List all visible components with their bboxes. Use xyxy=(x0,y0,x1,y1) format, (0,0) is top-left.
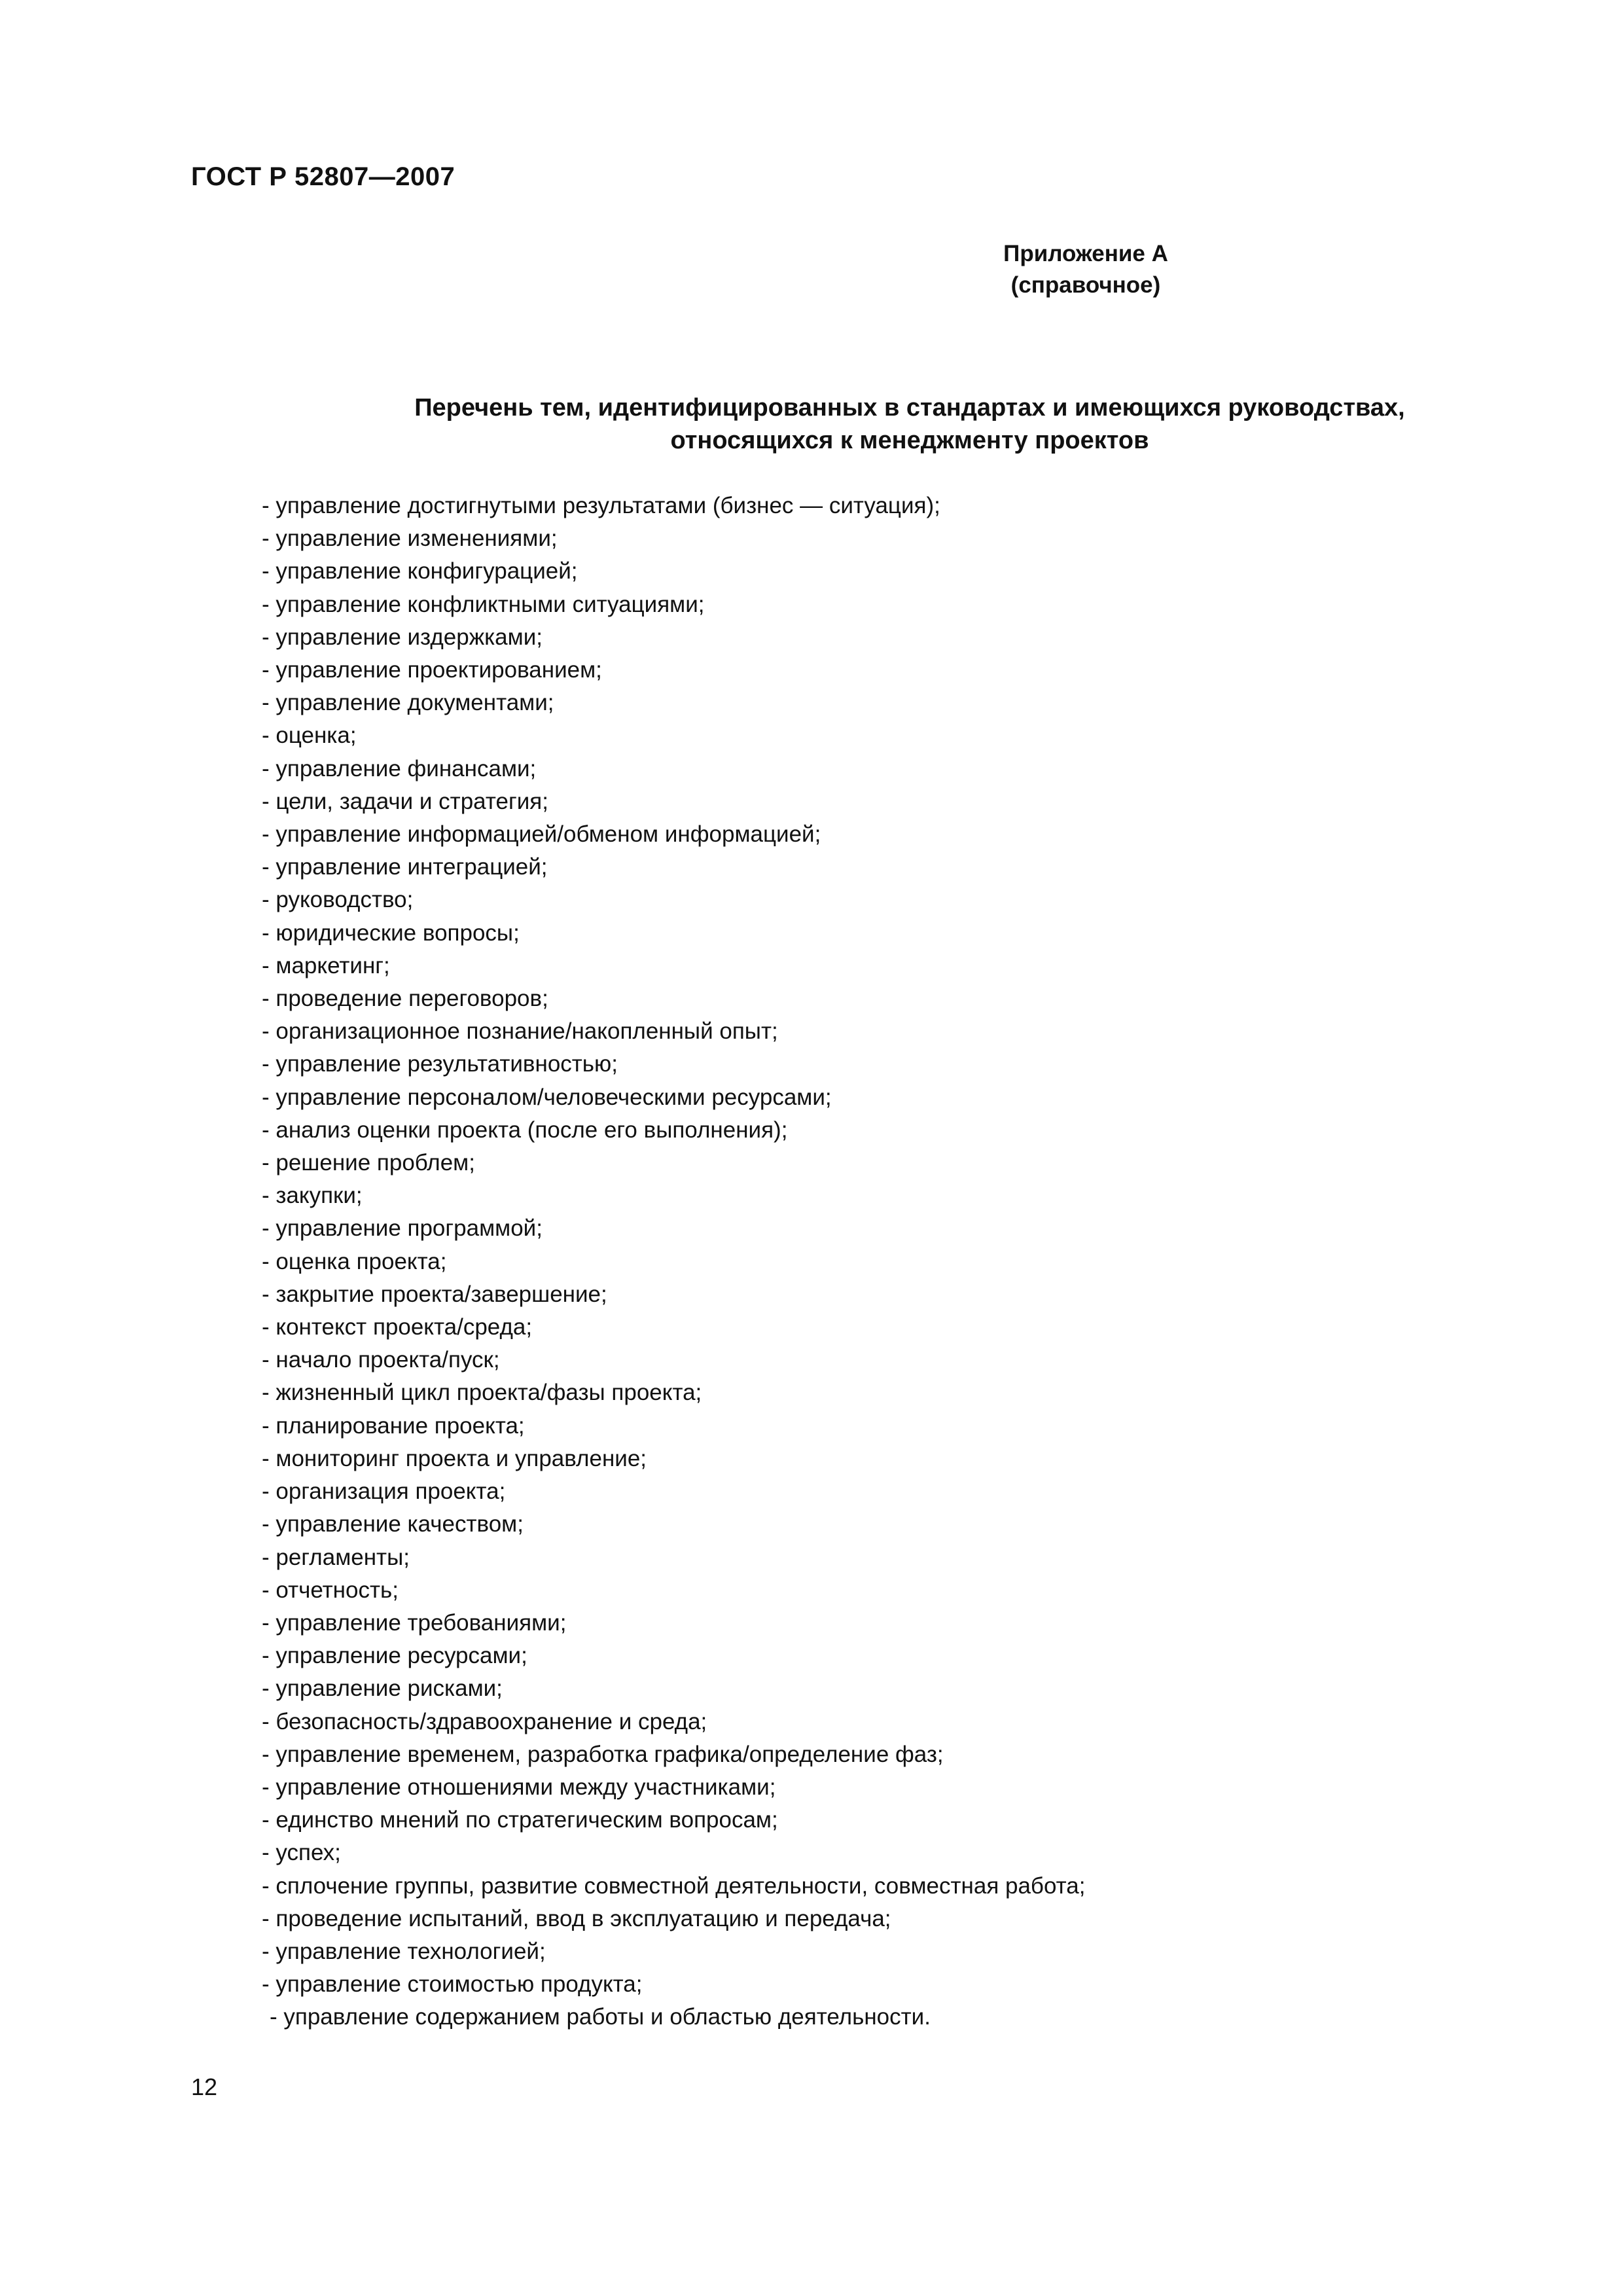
topic-list xyxy=(262,490,1086,2034)
list-item: - управление ресурсами; xyxy=(262,1643,527,1669)
list-item: - закупки; xyxy=(262,1183,363,1209)
list-item: - управление издержками; xyxy=(262,624,543,650)
list-item: - управление документами; xyxy=(262,690,554,716)
list-item: - руководство; xyxy=(262,887,414,913)
list-item: - мониторинг проекта и управление; xyxy=(262,1445,647,1471)
list-item: - управление временем, разработка графика/определение фаз; xyxy=(262,1741,944,1767)
list-item: - управление рисками; xyxy=(262,1676,503,1702)
document-code: ГОСТ Р 52807—2007 xyxy=(191,162,455,191)
page-title xyxy=(196,391,1623,457)
appendix-heading xyxy=(0,238,1623,301)
list-item: - управление персоналом/человеческими ресурсами; xyxy=(262,1084,832,1110)
list-item: - успех; xyxy=(262,1840,341,1866)
list-item: - управление программой; xyxy=(262,1215,543,1242)
list-item: - организационное познание/накопленный опыт; xyxy=(262,1018,778,1045)
list-item: - контекст проекта/среда; xyxy=(262,1314,533,1340)
list-item: - управление технологией; xyxy=(262,1938,546,1964)
list-item: - маркетинг; xyxy=(262,952,390,978)
title-line-2: относящихся к менеджменту проектов xyxy=(670,427,1149,454)
list-item: - жизненный цикл проекта/фазы проекта; xyxy=(262,1380,702,1406)
list-item: - управление финансами; xyxy=(262,755,537,781)
list-item: - управление изменениями; xyxy=(262,526,558,552)
list-item: - безопасность/здравоохранение и среда; xyxy=(262,1708,707,1734)
list-item: - юридические вопросы; xyxy=(262,920,520,946)
list-item: - единство мнений по стратегическим вопросам; xyxy=(262,1807,778,1833)
list-item: - организация проекта; xyxy=(262,1479,506,1505)
title-line-1: Перечень тем, идентифицированных в стандартах и имеющихся руководствах, xyxy=(414,394,1405,422)
list-item: - проведение испытаний, ввод в эксплуатацию и передача; xyxy=(262,1905,891,1931)
list-item: - управление содержанием работы и областью деятельности. xyxy=(270,2004,931,2030)
list-item: - управление стоимостью продукта; xyxy=(262,1971,643,1998)
list-item: - управление результативностью; xyxy=(262,1051,618,1077)
list-item: - управление проектированием; xyxy=(262,657,602,683)
appendix-label: Приложение А xyxy=(1003,241,1168,266)
list-item: - управление отношениями между участниками; xyxy=(262,1774,776,1800)
list-item: - анализ оценки проекта (после его выполнения); xyxy=(262,1117,788,1143)
list-item: - решение проблем; xyxy=(262,1150,475,1176)
list-item: - оценка проекта; xyxy=(262,1248,447,1274)
list-item: - цели, задачи и стратегия; xyxy=(262,788,548,814)
page-number: 12 xyxy=(191,2073,218,2100)
list-item: - управление конфигурацией; xyxy=(262,558,578,584)
list-item: - управление достигнутыми результатами (бизнес — ситуация); xyxy=(262,493,940,518)
list-item: - закрытие проекта/завершение; xyxy=(262,1281,607,1307)
list-item: - отчетность; xyxy=(262,1577,399,1603)
list-item: - управление конфликтными ситуациями; xyxy=(262,591,705,617)
list-item: - управление требованиями; xyxy=(262,1609,567,1636)
list-item: - планирование проекта; xyxy=(262,1412,525,1439)
list-item: - управление интеграцией; xyxy=(262,854,548,880)
list-item: - управление качеством; xyxy=(262,1511,524,1537)
list-item: - начало проекта/пуск; xyxy=(262,1347,500,1373)
list-item: - сплочение группы, развитие совместной деятельности, совместная работа; xyxy=(262,1873,1086,1899)
list-item: - проведение переговоров; xyxy=(262,986,548,1012)
list-item: - оценка; xyxy=(262,723,357,749)
appendix-type: (справочное) xyxy=(1010,272,1161,298)
list-item: - управление информацией/обменом информацией; xyxy=(262,821,821,848)
list-item: - регламенты; xyxy=(262,1544,410,1570)
